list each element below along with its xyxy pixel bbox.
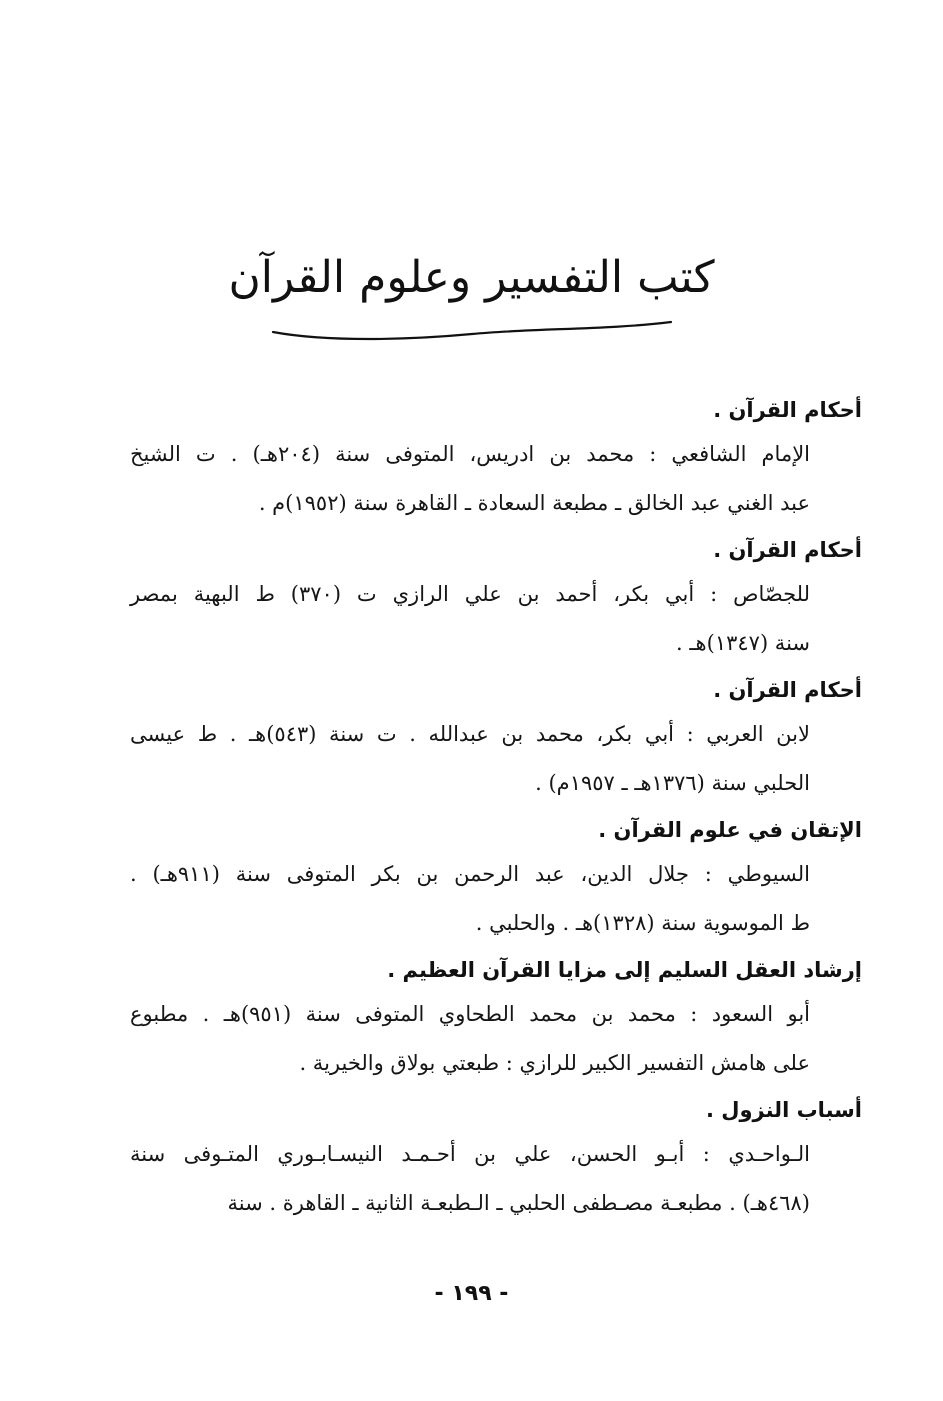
entry-description [130,710,810,808]
entry-line: للجصّاص : أبي بكر، أحمد بن علي الرازي ت (٣٧٠) ط البهية بمصر [130,582,810,606]
entry-line: على هامش التفسير الكبير للرازي : طبعتي بولاق والخيرية . [299,1051,810,1075]
entry-title: أحكام القرآن . [713,398,862,422]
bibliography-list [130,390,862,1230]
entry-description [130,1130,810,1228]
entry-title: الإتقان في علوم القرآن . [598,818,862,842]
bibliography-entry [130,950,862,1088]
page-number: - ١٩٩ - [434,1281,509,1306]
entry-line: الـواحـدي : أبـو الحسن، علي بن أحـمـد النيسـابـوري المتـوفى سنة [130,1142,810,1166]
entry-description [130,850,810,948]
entry-line: الإمام الشافعي : محمد بن ادريس، المتوفى سنة (٢٠٤هـ) . ت الشيخ [130,442,811,466]
entry-title: أحكام القرآن . [713,678,862,702]
bibliography-entry [130,530,862,668]
entry-line: عبد الغني عبد الخالق ـ مطبعة السعادة ـ القاهرة سنة (١٩٥٢)م . [258,491,810,515]
entry-line: أبو السعود : محمد بن محمد الطحاوي المتوفى سنة (٩٥١)هـ . مطبوع [130,1002,810,1026]
bibliography-entry [130,810,862,948]
entry-line: الحلبي سنة (١٣٧٦هـ ـ ١٩٥٧م) . [535,771,810,795]
bibliography-entry [130,390,862,528]
bibliography-entry [130,670,862,808]
section-heading [0,250,943,342]
entry-line: السيوطي : جلال الدين، عبد الرحمن بن بكر المتوفى سنة (٩١١هـ) . [130,862,810,886]
entry-description [130,990,810,1088]
bibliography-entry [130,1090,862,1228]
calligraphic-swash-ornament [267,312,677,342]
entry-line: (٤٦٨هـ) . مطبعـة مصـطفى الحلبي ـ الـطبعـة الثانية ـ القاهرة . سنة [227,1191,810,1215]
entry-line: لابن العربي : أبي بكر، محمد بن عبدالله . ت سنة (٥٤٣)هـ . ط عيسى [130,722,810,746]
entry-title: أحكام القرآن . [713,538,862,562]
entry-title: أسباب النزول . [705,1098,862,1122]
entry-line: ط الموسوية سنة (١٣٢٨)هـ . والحلبي . [475,911,810,935]
entry-line: سنة (١٣٤٧)هـ . [676,631,810,655]
entry-title: إرشاد العقل السليم إلى مزايا القرآن العظيم . [387,958,862,982]
entry-description [130,570,810,668]
section-title: كتب التفسير وعلوم القرآن [228,252,715,303]
entry-description [130,430,810,528]
